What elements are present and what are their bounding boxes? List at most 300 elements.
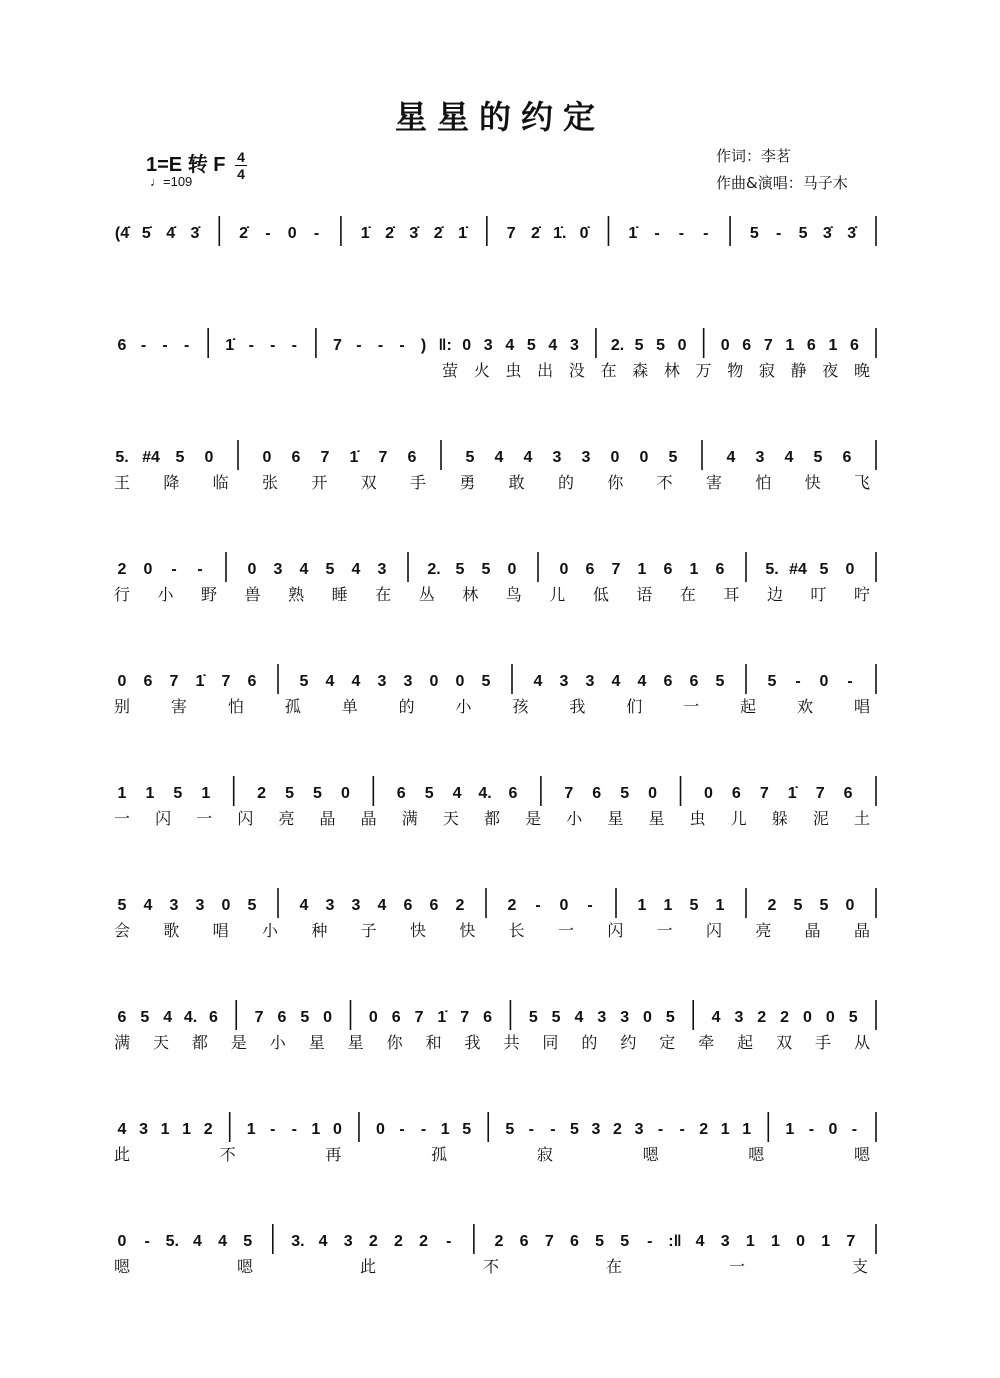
note: 3 (734, 1009, 744, 1026)
lyric-char: 的 (558, 473, 575, 492)
note: 1̇ (349, 449, 359, 466)
score-row (0, 660, 1000, 740)
note: 6 (407, 449, 417, 466)
lyric-char: 共 (503, 1033, 520, 1052)
note: 6 (519, 1233, 529, 1250)
note: 6 (277, 1009, 287, 1026)
note: 7 (254, 1009, 264, 1026)
lyric-char: 星 (308, 1033, 325, 1052)
note: 2 (394, 1233, 403, 1250)
note: 5 (665, 1009, 675, 1026)
note: 5 (749, 225, 759, 242)
note: 4 (533, 673, 543, 690)
note: 6 (663, 561, 673, 578)
lyric-char: 一 (196, 809, 213, 828)
note: 0 (720, 337, 730, 354)
lyric-char: 虫 (689, 809, 706, 828)
note: - (550, 1121, 556, 1138)
note: 2. (610, 337, 625, 354)
lyric-char: 咛 (854, 585, 871, 604)
lyric-char: 怕 (755, 473, 772, 492)
note: - (162, 337, 168, 354)
note: 6 (806, 337, 816, 354)
key-label: 1=E 转 F (146, 154, 226, 176)
lyric-char: 你 (607, 473, 624, 492)
note: 1 (715, 897, 725, 914)
lyric-char: 躲 (771, 809, 788, 828)
lyric-char: 晶 (854, 921, 871, 940)
note: 6 (291, 449, 301, 466)
note: 1 (117, 785, 127, 802)
lyric-char: 在 (375, 585, 392, 604)
note: 5 (656, 337, 666, 354)
note: 4 (299, 897, 309, 914)
lyric-char: 森 (632, 361, 649, 380)
lyric-char: 不 (219, 1145, 236, 1164)
lyric-char: 耳 (723, 585, 740, 604)
note: 7 (759, 785, 769, 802)
note: 2 (757, 1009, 767, 1026)
note: - (679, 1121, 685, 1138)
note: 3 (720, 1233, 730, 1250)
lyric-char: 子 (360, 921, 377, 940)
lyric-char: 别 (114, 697, 131, 716)
note: - (654, 225, 660, 242)
note: 0 (559, 561, 569, 578)
note: 4 (711, 1009, 721, 1026)
note: - (183, 337, 190, 354)
note: 0 (845, 561, 855, 578)
note: 5 (481, 673, 491, 690)
song-title: 星星的约定 (394, 98, 605, 136)
note: 0 (247, 561, 257, 578)
lyric-char: 们 (626, 697, 643, 716)
note: 3 (139, 1121, 148, 1138)
lyric-char: 再 (325, 1145, 342, 1164)
note: 5 (424, 785, 434, 802)
note: 7 (320, 449, 330, 466)
score-row (0, 436, 1000, 516)
note: 6 (117, 337, 127, 354)
lyric-char: 嗯 (642, 1145, 659, 1164)
note: 4 (143, 897, 153, 914)
note: 6 (391, 1009, 401, 1026)
note: - (171, 561, 177, 578)
lyric-char: 约 (620, 1033, 637, 1052)
note: 5 (313, 785, 322, 802)
lyric-char: 鸟 (505, 585, 522, 604)
lyric-char: 小 (566, 809, 583, 828)
note: - (291, 1121, 298, 1138)
note: 0 (221, 897, 231, 914)
note: 4. (478, 785, 492, 802)
lyric-char: 低 (592, 585, 609, 604)
note: 4 (611, 673, 621, 690)
lyric-char: 敢 (508, 473, 525, 492)
note: 1 (742, 1121, 752, 1138)
note: - (356, 337, 362, 354)
lyric-char: 和 (425, 1033, 442, 1052)
note: 6 (742, 337, 752, 354)
note: 3 (559, 673, 569, 690)
lyric-char: 快 (459, 921, 476, 940)
lyric-char: 一 (656, 921, 673, 940)
lyric-line (0, 1254, 1000, 1278)
note: 6 (483, 1009, 493, 1026)
note: 1 (246, 1121, 256, 1138)
note: - (399, 1121, 405, 1138)
note: 3 (591, 1121, 601, 1138)
note: 5 (528, 1009, 538, 1026)
note: 2 (203, 1121, 213, 1138)
note: 6 (508, 785, 518, 802)
lyric-char: 害 (170, 697, 187, 716)
note: 0 (462, 337, 472, 354)
note: 6 (585, 561, 595, 578)
lyric-char: 泥 (812, 809, 829, 828)
note: 7 (460, 1009, 470, 1026)
note: 0 (677, 337, 687, 354)
lyric-char: 熟 (288, 585, 305, 604)
lyric-char: 星 (347, 1033, 364, 1052)
lyric-char: 闪 (155, 809, 172, 828)
note: 0 (803, 1009, 812, 1026)
note: 1̇. (553, 225, 567, 242)
lyric-char: 夜 (822, 361, 839, 380)
note: 1 (720, 1121, 730, 1138)
note: 6 (592, 785, 602, 802)
note: - (420, 1121, 427, 1138)
note: 3 (597, 1009, 607, 1026)
note: 3. (291, 1233, 305, 1250)
note: 4. (183, 1009, 198, 1026)
composer-credit: 作曲&演唱：马子木 (716, 174, 848, 192)
lyric-char: 双 (360, 473, 377, 492)
note: 5 (526, 337, 536, 354)
lyric-char: 亮 (755, 921, 772, 940)
note: 7 (611, 561, 621, 578)
note: 5̇ (141, 225, 151, 242)
note: 7 (332, 337, 342, 354)
lyric-char: 一 (683, 697, 700, 716)
lyric-char: 火 (473, 361, 490, 380)
note: 6 (117, 1009, 127, 1026)
lyric-char: 孤 (284, 697, 301, 716)
note: 5 (325, 561, 335, 578)
score-row (0, 548, 1000, 628)
note: - (291, 337, 298, 354)
lyric-line (0, 806, 1000, 830)
lyric-char: 孤 (431, 1145, 448, 1164)
note: 3̇ (409, 225, 419, 242)
lyric-char: 快 (410, 921, 427, 940)
lyric-char: 牵 (698, 1033, 715, 1052)
lyric-char: 定 (659, 1033, 676, 1052)
lyric-char: 害 (706, 473, 723, 492)
note: 4 (574, 1009, 584, 1026)
note: 5 (299, 673, 309, 690)
note: 0 (819, 673, 829, 690)
lyric-char: 你 (386, 1033, 403, 1052)
note: 4 (548, 337, 558, 354)
note: 7 (763, 337, 773, 354)
note: - (528, 1121, 534, 1138)
lyric-char: 满 (401, 809, 418, 828)
lyric-char: 的 (398, 697, 415, 716)
lyric-char: 从 (854, 1033, 871, 1052)
note: 0 (117, 673, 127, 690)
note: 3 (195, 897, 205, 914)
note: 4 (163, 1009, 173, 1026)
lyric-char: 闪 (706, 921, 723, 940)
note: 5. (165, 1233, 179, 1250)
note: #4 (142, 449, 160, 466)
lyric-line (0, 918, 1000, 942)
note: - (140, 337, 147, 354)
note: 6 (208, 1009, 218, 1026)
note: 2 (780, 1009, 790, 1026)
lyric-line (0, 470, 1000, 494)
note: 0 (287, 225, 297, 242)
note: 7 (544, 1233, 554, 1250)
time-denominator: 4 (237, 166, 245, 183)
lyric-char: 万 (695, 361, 712, 380)
lyric-char: 晶 (319, 809, 336, 828)
lyric-char: 嗯 (854, 1145, 871, 1164)
note: 1̇ (458, 225, 467, 242)
lyric-char: 支 (852, 1257, 869, 1276)
note: 3 (403, 673, 413, 690)
note: 4̇ (166, 225, 176, 242)
lyric-char: 歌 (163, 921, 180, 940)
lyric-char: 丛 (418, 585, 435, 604)
note: 1 (311, 1121, 321, 1138)
note: 4 (117, 1121, 127, 1138)
lyric-char: 王 (114, 473, 131, 492)
note: 2 (419, 1233, 429, 1250)
note: 7 (846, 1233, 856, 1250)
note: 3 (169, 897, 179, 914)
note: 7 (169, 673, 179, 690)
note: 4 (726, 449, 736, 466)
note: 2 (699, 1121, 709, 1138)
lyric-char: 种 (311, 921, 328, 940)
lyric-char: 闪 (237, 809, 254, 828)
lyric-char: 晶 (360, 809, 377, 828)
note: 0 (262, 449, 272, 466)
lyric-line (0, 694, 1000, 718)
note: 6 (403, 897, 413, 914)
lyric-char: 一 (729, 1257, 746, 1276)
note: 5 (595, 1233, 604, 1250)
note: 2 (507, 897, 517, 914)
note: 1̇ (628, 225, 638, 242)
note: 2̇ (433, 225, 443, 242)
note: 0 (455, 673, 465, 690)
lyric-char: 都 (191, 1033, 208, 1052)
note: 3̇ (847, 225, 857, 242)
note: 0 (368, 1009, 378, 1026)
note: 0 (429, 673, 439, 690)
note: 5 (505, 1121, 515, 1138)
note: 3 (325, 897, 335, 914)
note: 2 (494, 1233, 504, 1250)
note: 0 (639, 449, 649, 466)
note: 6 (396, 785, 406, 802)
note: 5 (819, 561, 829, 578)
note: 5 (793, 897, 803, 914)
lyric-char: 物 (727, 361, 744, 380)
note: 6 (715, 561, 725, 578)
lyric-char: 都 (484, 809, 501, 828)
note: 6 (429, 897, 439, 914)
note: 3 (755, 449, 765, 466)
note: 4 (325, 673, 335, 690)
note: - (265, 225, 271, 242)
note: 5 (620, 1233, 630, 1250)
lyric-char: 没 (568, 361, 585, 380)
note: 5 (117, 897, 127, 914)
note: - (678, 225, 685, 242)
note: 4 (784, 449, 794, 466)
note: 5 (247, 897, 257, 914)
lyric-char: 此 (114, 1145, 131, 1164)
note: 0 (703, 785, 713, 802)
note: 4 (299, 561, 309, 578)
note: ‖: (438, 337, 452, 354)
note: 1 (785, 337, 795, 354)
note: 1 (745, 1233, 755, 1250)
note: 0 (340, 785, 350, 802)
note: 3̇ (822, 225, 832, 242)
lyric-char: 小 (455, 697, 472, 716)
note: #4 (789, 561, 807, 578)
lyric-char: 是 (525, 809, 542, 828)
note: 5 (668, 449, 678, 466)
note: - (270, 337, 276, 354)
lyric-char: 萤 (442, 361, 459, 380)
note: 6 (843, 785, 853, 802)
note: :‖ (668, 1233, 682, 1250)
lyric-char: 会 (114, 921, 131, 940)
lyric-char: 边 (766, 585, 783, 604)
note: 2 (257, 785, 267, 802)
lyric-char: 快 (804, 473, 821, 492)
note: 5 (689, 897, 699, 914)
lyric-char: 同 (542, 1033, 559, 1052)
lyric-char: 一 (558, 921, 575, 940)
note: 7 (378, 449, 388, 466)
lyric-char: 开 (311, 473, 328, 492)
lyric-char: 单 (341, 697, 358, 716)
lyric-char: 双 (776, 1033, 793, 1052)
note: 7 (815, 785, 825, 802)
note: 6 (689, 673, 699, 690)
note: 1̇ (225, 337, 235, 354)
score-row (0, 772, 1000, 852)
lyric-char: 林 (462, 585, 479, 604)
note: 4 (505, 337, 515, 354)
note: 0 (796, 1233, 806, 1250)
note: - (776, 225, 782, 242)
note: 1̇ (195, 673, 205, 690)
note: 3 (343, 1233, 353, 1250)
note: 2 (613, 1121, 622, 1138)
score-row (0, 212, 1000, 292)
lyric-char: 兽 (244, 585, 261, 604)
note: 1 (160, 1121, 170, 1138)
note: 3 (351, 897, 361, 914)
note: - (647, 1233, 653, 1250)
lyric-char: 儿 (730, 809, 747, 828)
note: 1 (771, 1233, 780, 1250)
note: 0 (643, 1009, 652, 1026)
lyric-char: 一 (114, 809, 131, 828)
score-row (0, 324, 1000, 404)
note: 2 (117, 561, 127, 578)
lyric-line (0, 582, 1000, 606)
note: 6 (663, 673, 673, 690)
note: - (197, 561, 203, 578)
note: 1̇ (787, 785, 797, 802)
lyric-char: 寂 (758, 361, 775, 380)
lyric-char: 是 (230, 1033, 247, 1052)
note: - (795, 673, 801, 690)
note: 5 (819, 897, 829, 914)
note: - (851, 1121, 858, 1138)
note: 6 (143, 673, 153, 690)
note: 5 (455, 561, 465, 578)
note: 7 (506, 225, 516, 242)
note: 1 (182, 1121, 192, 1138)
lyric-char: 星 (607, 809, 624, 828)
note: 2 (368, 1233, 378, 1250)
note: - (847, 673, 853, 690)
note: 3 (634, 1121, 644, 1138)
note: 1 (828, 337, 838, 354)
note: - (270, 1121, 276, 1138)
note: 5 (481, 561, 491, 578)
note: 4 (494, 449, 504, 466)
lyric-char: 天 (442, 809, 459, 828)
note: - (808, 1121, 815, 1138)
note: 5 (551, 1009, 561, 1026)
note: 1 (201, 785, 211, 802)
note: 1 (440, 1121, 450, 1138)
lyric-char: 长 (508, 921, 525, 940)
note: 4 (351, 673, 361, 690)
note: 6 (569, 1233, 579, 1250)
lyric-line (0, 1030, 1000, 1054)
lyric-char: 语 (636, 585, 653, 604)
lyric-char: 此 (360, 1257, 377, 1276)
note: 4 (695, 1233, 705, 1250)
note: 2̇ (239, 225, 249, 242)
note: 3̇ (190, 225, 200, 242)
note: 0 (376, 1121, 385, 1138)
note: 5 (620, 785, 630, 802)
note: 5 (175, 449, 185, 466)
note: 1 (689, 561, 699, 578)
note: 1̇ (437, 1009, 447, 1026)
note: - (144, 1233, 150, 1250)
note: - (313, 225, 320, 242)
note: 3 (585, 673, 595, 690)
note: 0 (559, 897, 569, 914)
note: ) (420, 337, 427, 354)
note: (4̇ (114, 225, 130, 242)
lyric-char: 我 (464, 1033, 481, 1052)
